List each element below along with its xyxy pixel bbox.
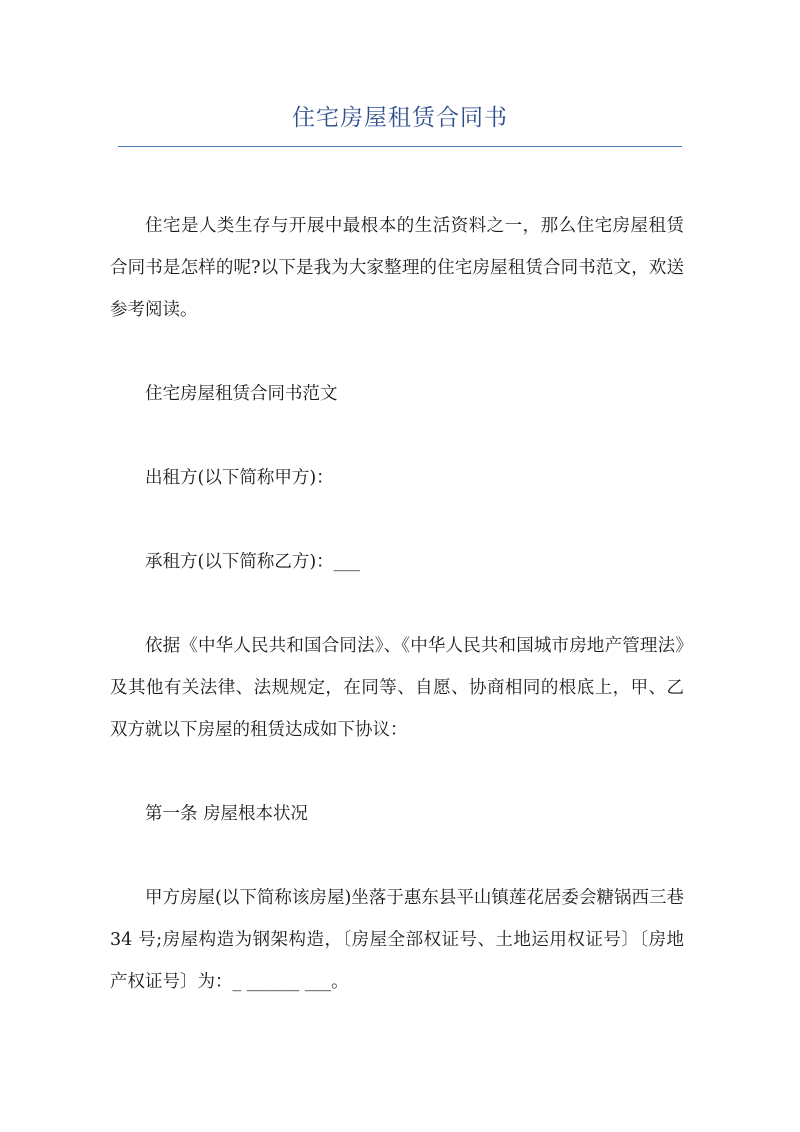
lessee-line: 承租方(以下简称乙方)：___ <box>145 552 360 572</box>
document-body <box>110 205 684 1003</box>
article-one-paragraph: 甲方房屋(以下简称该房屋)坐落于惠东县平山镇莲花居委会糖锅西三巷 34 号;房屋构造为钢架构造，〔房屋全部权证号、土地运用权证号〕〔房地产权证号〕为：_ ______ ___。 <box>110 888 684 992</box>
article-one-heading: 第一条 房屋根本状况 <box>145 804 309 824</box>
intro-paragraph: 住宅是人类生存与开展中最根本的生活资料之一，那么住宅房屋租赁合同书是怎样的呢?以下是我为大家整理的住宅房屋租赁合同书范文，欢送参考阅读。 <box>110 216 684 320</box>
title-underline <box>118 146 682 147</box>
lessor-line: 出租方(以下简称甲方)： <box>145 468 334 488</box>
document-title: 住宅房屋租赁合同书 <box>292 105 508 131</box>
legal-basis-paragraph: 依据《中华人民共和国合同法》、《中华人民共和国城市房地产管理法》及其他有关法律、法规规定，在同等、自愿、协商相同的根底上，甲、乙双方就以下房屋的租赁达成如下协议： <box>110 636 684 740</box>
section-heading: 住宅房屋租赁合同书范文 <box>145 384 338 404</box>
